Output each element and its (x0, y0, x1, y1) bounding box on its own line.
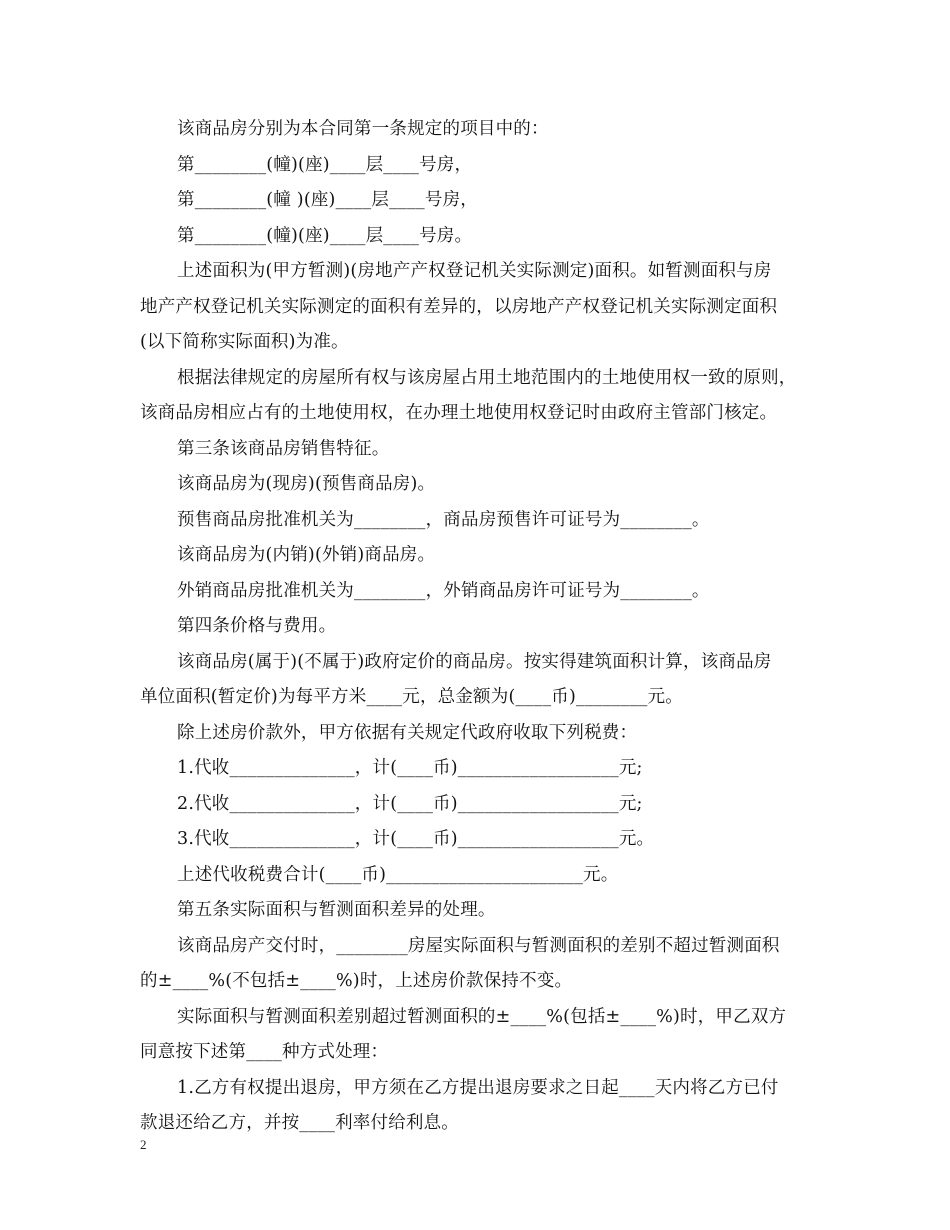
paragraph-line: 预售商品房批准机关为________，商品房预售许可证号为________。 (177, 509, 710, 530)
paragraph-line: 第________(幢)(座)____层____号房。 (177, 225, 473, 246)
paragraph-line: 单位面积(暂定价)为每平方米____元，总金额为(____币)________元。 (140, 687, 684, 707)
paragraph-line: 该商品房分别为本合同第一条规定的项目中的： (177, 119, 549, 139)
document-body (140, 112, 820, 1142)
paragraph-line: 外销商品房批准机关为________，外销商品房许可证号为________。 (177, 580, 710, 601)
list-item: 3.代收______________，计(____币)__________________元。 (177, 829, 655, 849)
paragraph-line: 第________(幢)(座)____层____号房， (177, 154, 473, 175)
paragraph-line: 该商品房产交付时，________房屋实际面积与暂测面积的差别不超过暂测面积 (177, 935, 780, 956)
paragraph-line: (以下简称实际面积)为准。 (140, 332, 349, 352)
section-heading: 第三条该商品房销售特征。 (177, 438, 390, 459)
list-item: 2.代收______________，计(____币)__________________元; (177, 793, 643, 814)
paragraph-line: 上述面积为(甲方暂测)(房地产产权登记机关实际测定)面积。如暂测面积与房 (177, 261, 772, 281)
section-heading: 第五条实际面积与暂测面积差异的处理。 (177, 900, 496, 920)
paragraph-line: 实际面积与暂测面积差别超过暂测面积的±____%(包括±____%)时，甲乙双方 (177, 1006, 787, 1027)
section-heading: 第四条价格与费用。 (177, 616, 337, 636)
paragraph-line: 除上述房价款外，甲方依据有关规定代政府收取下列税费： (177, 722, 638, 743)
paragraph-line: 上述代收税费合计(____币)______________________元。 (177, 864, 619, 885)
list-item: 1.乙方有权提出退房，甲方须在乙方提出退房要求之日起____天内将乙方已付 (177, 1077, 779, 1098)
paragraph-line: 根据法律规定的房屋所有权与该房屋占用土地范围内的土地使用权一致的原则， (177, 367, 797, 388)
paragraph-line: 该商品房为(内销)(外销)商品房。 (177, 545, 436, 565)
page-number: 2 (140, 1137, 147, 1152)
paragraph-line: 款退还给乙方，并按____利率付给利息。 (140, 1113, 459, 1133)
paragraph-line: 该商品房(属于)(不属于)政府定价的商品房。按实得建筑面积计算，该商品房 (177, 651, 772, 672)
paragraph-line: 该商品房相应占有的土地使用权，在办理土地使用权登记时由政府主管部门核定。 (140, 403, 778, 423)
paragraph-line: 的±____%(不包括±____%)时，上述房价款保持不变。 (140, 971, 573, 991)
list-item: 1.代收______________，计(____币)__________________元; (177, 758, 643, 778)
paragraph-line: 同意按下述第____种方式处理： (140, 1042, 389, 1062)
paragraph-line: 该商品房为(现房)(预售商品房)。 (177, 474, 436, 494)
paragraph-line: 地产产权登记机关实际测定的面积有差异的，以房地产产权登记机关实际测定面积 (140, 296, 778, 317)
paragraph-line: 第________(幢 )(座)____层____号房， (177, 190, 478, 210)
